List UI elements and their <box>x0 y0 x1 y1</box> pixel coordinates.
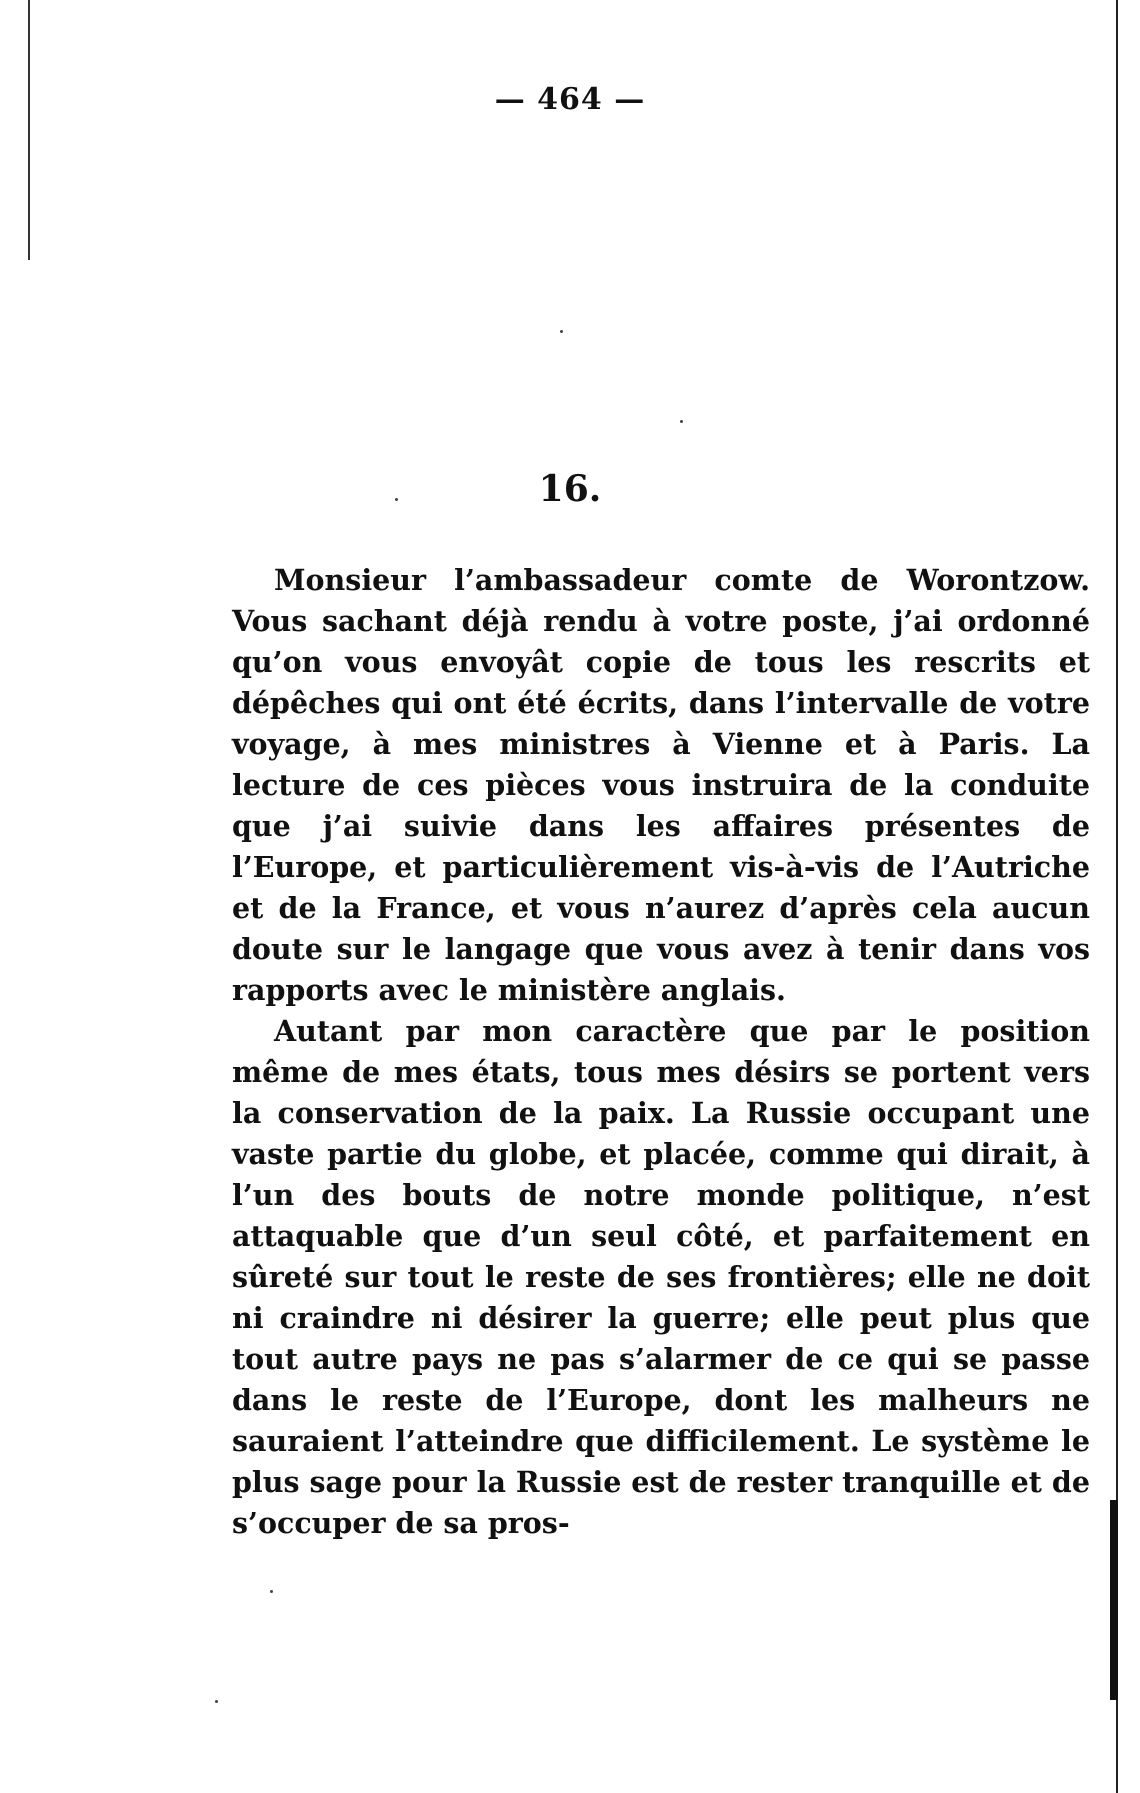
section-number: 16. <box>538 468 602 510</box>
scan-speck <box>270 1590 273 1593</box>
scan-speck <box>560 330 563 333</box>
scan-speck <box>215 1700 218 1703</box>
scan-speck <box>680 420 683 423</box>
paragraph-1: Monsieur l’ambassadeur comte de Worontzow. Vous sachant déjà rendu à votre poste, j’ai ordonné qu’on vous envoyât copie de tous les rescrits et dépêches qui ont été écrits, dans l’intervalle de votre voyage, à mes ministres à Vienne et à Paris. La lecture de ces pièces vous instruira de la conduite que j’ai suivie dans les affaires présentes de l’Europe, et particulièrement vis-à-vis de l’Autriche et de la France, et vous n’aurez d’après cela aucun doute sur le langage que vous avez à tenir dans vos rapports avec le ministère anglais. <box>232 563 1090 1007</box>
left-scan-edge <box>28 0 30 260</box>
paragraph-2: Autant par mon caractère que par le position même de mes états, tous mes désirs se portent vers la conservation de la paix. La Russie occupant une vaste partie du globe, et placée, comme qui dirait, à l’un des bouts de notre monde politique, n’est attaquable que d’un seul côté, et parfaitement en sûreté sur tout le reste de ses frontières; elle ne doit ni craindre ni désirer la guerre; elle peut plus que tout autre pays ne pas s’alarmer de ce qui se passe dans le reste de l’Europe, dont les malheurs ne sauraient l’atteindre que difficilement. Le système le plus sage pour la Russie est de rester tranquille et de s’occuper de sa pros- <box>232 1014 1090 1540</box>
letter-body <box>232 560 1090 1544</box>
page-number: — 464 — <box>494 82 646 117</box>
right-scan-edge-shadow <box>1110 1500 1118 1700</box>
